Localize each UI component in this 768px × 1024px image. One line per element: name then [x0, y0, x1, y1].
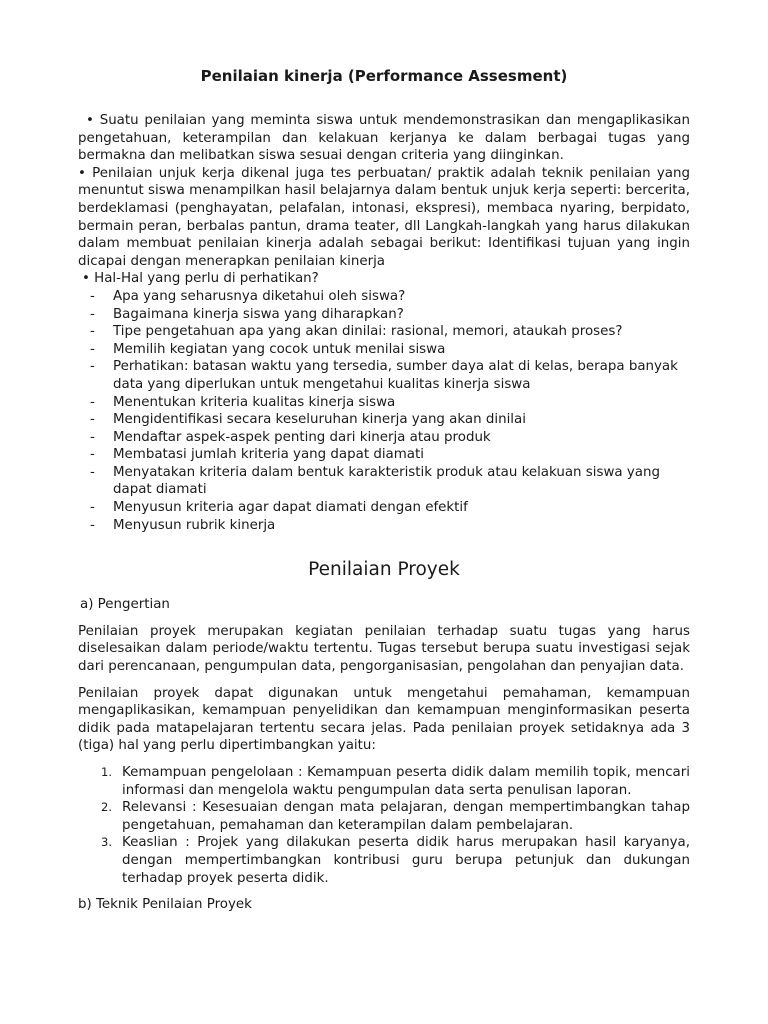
dash-marker: - — [90, 359, 95, 375]
list-item-text: Menyusun kriteria agar dapat diamati dengan efektif — [113, 500, 468, 516]
list-item — [78, 288, 690, 306]
list-item-text: Mengidentifikasi secara keseluruhan kinerja yang akan dinilai — [113, 412, 526, 428]
numbered-item — [78, 834, 690, 887]
item-number: 2. — [101, 800, 112, 815]
dash-marker: - — [90, 500, 95, 516]
dash-marker: - — [90, 324, 95, 340]
list-item — [78, 306, 690, 324]
bullet-paragraph-3: • Hal-Hal yang perlu di perhatikan? — [82, 271, 319, 287]
list-item-text: Menentukan kriteria kualitas kinerja siswa — [113, 394, 396, 410]
bullet-paragraph-1: • Suatu penilaian yang meminta siswa untuk mendemonstrasikan dan mengaplikasikan pengetahuan, keterampilan dan kelakuan kerjanya ke dalam berbagai tugas yang bermakna dan melibatkan siswa sesuai dengan criteria yang diinginkan. — [78, 113, 690, 164]
list-item-text: Apa yang seharusnya diketahui oleh siswa? — [113, 288, 406, 304]
document-title: Penilaian kinerja (Performance Assesment) — [200, 67, 568, 85]
numbered-item — [78, 799, 690, 834]
list-item-text: Perhatikan: batasan waktu yang tersedia, sumber daya alat di kelas, berapa banyak data yang diperlukan untuk mengetahui kualitas kinerja siswa — [113, 359, 678, 392]
list-item-text: Membatasi jumlah kriteria yang dapat diamati — [113, 447, 424, 463]
list-item-text: Mendaftar aspek-aspek penting dari kinerja atau produk — [113, 429, 491, 445]
list-item — [78, 323, 690, 341]
list-item — [78, 446, 690, 464]
subheading-pengertian: a) Pengertian — [80, 597, 170, 613]
list-item — [78, 517, 690, 535]
spacer — [78, 614, 690, 623]
spacer — [78, 676, 690, 685]
list-item-text: Bagaimana kinerja siswa yang diharapkan? — [113, 306, 404, 322]
dash-marker: - — [90, 306, 95, 322]
dash-marker: - — [90, 341, 95, 357]
considerations-numbered-list — [78, 764, 690, 887]
dash-marker: - — [90, 288, 95, 304]
list-item — [78, 429, 690, 447]
spacer — [78, 887, 690, 896]
dash-marker: - — [90, 447, 95, 463]
numbered-item — [78, 764, 690, 799]
list-item — [78, 341, 690, 359]
definition-paragraph: Penilaian proyek merupakan kegiatan penilaian terhadap suatu tugas yang harus diselesaikan dalam periode/waktu tertentu. Tugas tersebut berupa suatu investigasi sejak dari perencanaan, pengumpulan data, pengorganisasian, pengolahan dan penyajian data. — [78, 623, 690, 675]
list-item-text: Menyatakan kriteria dalam bentuk karakteristik produk atau kelakuan siswa yang dapat diamati — [113, 464, 660, 498]
spacer — [78, 755, 690, 764]
subheading-teknik: b) Teknik Penilaian Proyek — [78, 897, 252, 913]
considerations-list — [78, 288, 690, 534]
section-heading-penilaian-proyek: Penilaian Proyek — [308, 559, 460, 581]
item-number: 1. — [101, 765, 112, 779]
dash-marker: - — [90, 429, 95, 445]
dash-marker: - — [90, 412, 95, 428]
numbered-item-text: Kemampuan pengelolaan : Kemampuan peserta didik dalam memilih topik, mencari informasi dan mengelola waktu pengumpulan data serta penulisan laporan. — [122, 765, 690, 798]
item-number: 3. — [101, 835, 112, 850]
dash-marker: - — [90, 517, 95, 533]
dash-marker: - — [90, 394, 95, 410]
numbered-item-text: Keaslian : Projek yang dilakukan peserta didik harus merupakan hasil karyanya, dengan mempertimbangkan kontribusi guru berupa petunjuk dan dukungan terhadap proyek peserta didik. — [122, 835, 690, 886]
list-item — [78, 464, 690, 499]
dash-marker: - — [90, 464, 95, 480]
usage-paragraph: Penilaian proyek dapat digunakan untuk mengetahui pemahaman, kemampuan mengaplikasikan, kemampuan penyelidikan dan kemampuan menginformasikan peserta didik pada matapelajaran tertentu secara jelas. Pada penilaian proyek setidaknya ada 3 (tiga) hal yang perlu dipertimbangkan yaitu: — [78, 685, 690, 754]
list-item — [78, 411, 690, 429]
list-item-text: Tipe pengetahuan apa yang akan dinilai: rasional, memori, ataukah proses? — [113, 324, 623, 340]
bullet-paragraph-2: • Penilaian unjuk kerja dikenal juga tes perbuatan/ praktik adalah teknik penilaian yang menuntut siswa menampilkan hasil belajarnya dalam bentuk unjuk kerja seperti: bercerita, berdeklamasi (penghayatan, pelafalan, intonasi, ekspresi), membaca nyaring, berpidato, bermain peran, berbalas pantun, drama teater, dll Langkah-langkah yang harus dilakukan dalam membuat penilaian kinerja adalah sebagai berikut: Identifikasi tujuan yang ingin dicapai dengan menerapkan penilaian kinerja — [78, 165, 690, 269]
list-item — [78, 394, 690, 412]
list-item — [78, 358, 690, 393]
numbered-item-text: Relevansi : Kesesuaian dengan mata pelajaran, dengan mempertimbangkan tahap pengetahuan, pemahaman dan keterampilan dalam pembelajaran. — [122, 800, 690, 833]
document-content — [78, 66, 690, 914]
list-item-text: Memilih kegiatan yang cocok untuk menilai siswa — [113, 341, 446, 357]
list-item-text: Menyusun rubrik kinerja — [113, 517, 276, 533]
list-item — [78, 499, 690, 517]
